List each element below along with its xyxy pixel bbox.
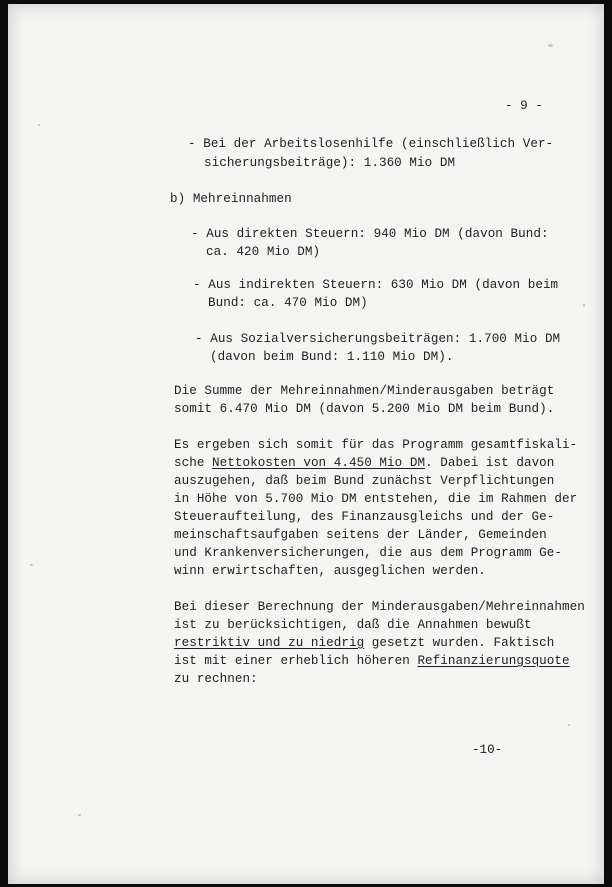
text-line: (davon beim Bund: 1.110 Mio DM). [210, 350, 454, 364]
text-segment: sche [174, 456, 213, 470]
text-line: Steueraufteilung, des Finanzausgleichs und der Ge- [174, 510, 555, 524]
text-line: Die Summe der Mehreinnahmen/Minderausgaben beträgt [174, 384, 555, 398]
section-heading: b) Mehreinnahmen [170, 192, 292, 206]
text-line: sicherungsbeiträge): 1.360 Mio DM [204, 156, 456, 170]
scan-speck [38, 124, 40, 126]
text-line [174, 455, 554, 471]
text-line: Es ergeben sich somit für das Programm gesamtfiskali- [174, 438, 578, 452]
text-line: winn erwirtschaften, ausgeglichen werden. [174, 564, 486, 578]
scan-speck [78, 814, 81, 816]
text-line: zu rechnen: [174, 672, 258, 686]
text-segment: . Dabei ist davon [425, 456, 555, 470]
document-page [8, 4, 604, 884]
underlined-net-costs: Nettokosten von 4.450 Mio DM [212, 456, 426, 470]
text-line: in Höhe von 5.700 Mio DM entstehen, die im Rahmen der [174, 492, 578, 506]
text-line [174, 635, 554, 651]
text-line: somit 6.470 Mio DM (davon 5.200 Mio DM beim Bund). [174, 402, 555, 416]
text-line: und Krankenversicherungen, die aus dem Programm Ge- [174, 546, 562, 560]
underlined-restrictive: restriktiv und zu niedrig [174, 636, 365, 650]
page-number: - 9 - [505, 99, 543, 113]
underlined-refinancing-quota: Refinanzierungsquote [417, 654, 570, 668]
scan-speck [583, 304, 585, 307]
text-line: auszugehen, daß beim Bund zunächst Verpflichtungen [174, 474, 555, 488]
text-line: meinschaftsaufgaben seitens der Länder, Gemeinden [174, 528, 547, 542]
text-line: Bei dieser Berechnung der Minderausgaben/Mehreinnahmen [174, 600, 585, 614]
text-line: Bund: ca. 470 Mio DM) [208, 296, 368, 310]
text-segment: gesetzt wurden. Faktisch [364, 636, 555, 650]
text-line: - Bei der Arbeitslosenhilfe (einschließlich Ver- [188, 137, 554, 151]
text-line: - Aus indirekten Steuern: 630 Mio DM (davon beim [193, 278, 559, 292]
text-line [174, 653, 570, 669]
text-segment: ist mit einer erheblich höheren [174, 654, 418, 668]
next-page-marker: -10- [472, 743, 503, 757]
scan-speck [568, 724, 570, 726]
text-line: ist zu berücksichtigen, daß die Annahmen bewußt [174, 618, 532, 632]
scan-speck [548, 44, 553, 47]
text-line: ca. 420 Mio DM) [206, 245, 321, 259]
scan-speck [30, 564, 33, 566]
text-line: - Aus Sozialversicherungsbeiträgen: 1.700 Mio DM [195, 332, 561, 346]
text-line: - Aus direkten Steuern: 940 Mio DM (davon Bund: [191, 227, 549, 241]
